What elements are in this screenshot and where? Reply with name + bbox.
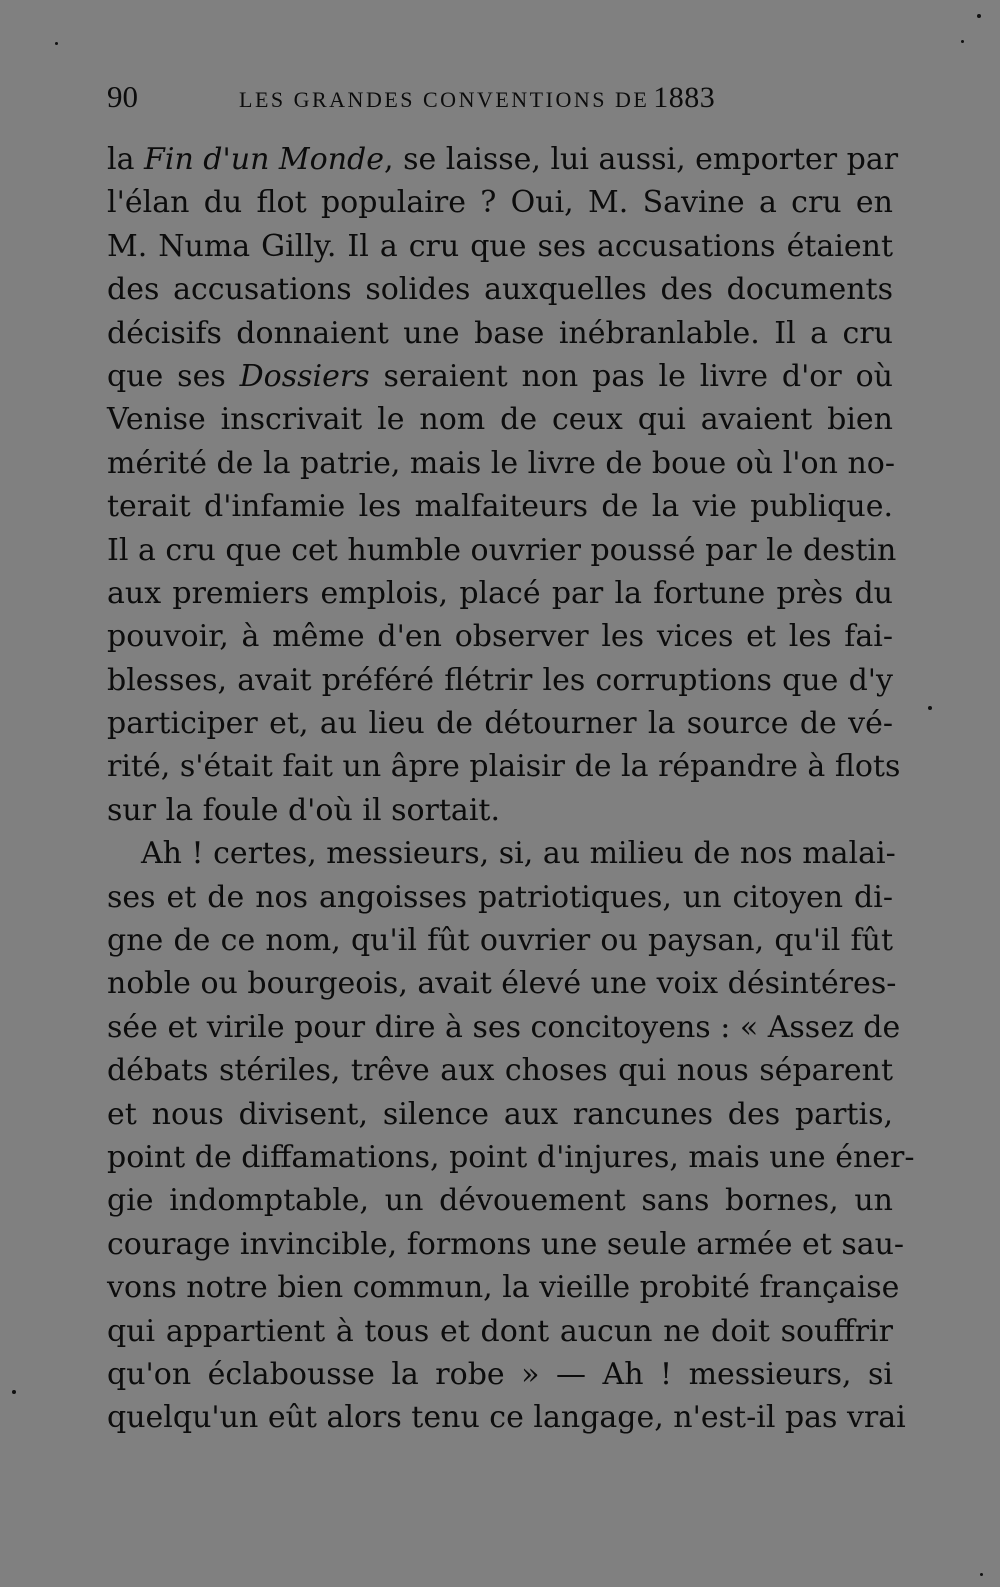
text-run: qui appartient à tous et dont aucun ne doit souffrir [107, 1313, 893, 1349]
scan-speck [928, 706, 932, 710]
text-run: sur la foule d'où il sortait. [107, 792, 501, 828]
text-run: blesses, avait préféré flétrir les corruptions que d'y [107, 662, 893, 698]
text-line [107, 1353, 893, 1396]
running-title [239, 72, 715, 126]
italic-title: Fin d'un Monde [144, 142, 384, 177]
text-line [107, 1093, 893, 1136]
text-run: qu'on éclabousse la robe » — Ah ! messieurs, si [107, 1356, 893, 1392]
text-run: noble ou bourgeois, avait élevé une voix désintéres- [107, 966, 897, 1002]
text-line [107, 138, 899, 181]
text-line [107, 1310, 893, 1353]
text-run: M. Numa Gilly. Il a cru que ses accusations étaient [107, 228, 893, 264]
text-run: Venise inscrivait le nom de ceux qui avaient bien [107, 402, 893, 438]
text-run: vons notre bien commun, la vieille probité française [107, 1270, 900, 1306]
text-run: pouvoir, à même d'en observer les vices et les fai- [107, 619, 893, 655]
text-line [107, 485, 893, 528]
text-line [107, 312, 893, 355]
text-run: gie indomptable, un dévouement sans bornes, un [107, 1183, 893, 1219]
text-line [107, 962, 897, 1005]
text-run: et nous divisent, silence aux rancunes des partis, [107, 1096, 893, 1132]
text-line [107, 1049, 893, 1092]
text-line [107, 659, 893, 702]
text-line [107, 745, 901, 788]
text-line [107, 702, 893, 745]
running-title-year: 1883 [653, 81, 716, 114]
italic-title: Dossiers [239, 358, 370, 394]
scan-speck [980, 1573, 983, 1576]
text-line [107, 1266, 900, 1309]
scan-speck [977, 14, 981, 18]
text-run: l'élan du flot populaire ? Oui, M. Savine a cru en [107, 185, 893, 221]
text-line [107, 615, 893, 658]
text-line [107, 919, 893, 962]
text-line [107, 225, 893, 268]
text-line [107, 1223, 905, 1266]
text-run: sée et virile pour dire à ses concitoyens : « Assez de [107, 1009, 901, 1045]
text-run: mérité de la patrie, mais le livre de boue où l'on no- [107, 445, 895, 481]
text-run: point de diffamations, point d'injures, mais une éner- [107, 1139, 915, 1175]
text-line [107, 181, 893, 224]
scan-speck [55, 42, 58, 45]
text-line [107, 1136, 915, 1179]
text-run: , se laisse, lui aussi, emporter par [384, 142, 899, 177]
running-head [107, 72, 897, 122]
text-run: décisifs donnaient une base inébranlable. Il a cru [107, 315, 893, 351]
page-number: 90 [107, 79, 138, 114]
text-run: la [107, 142, 145, 177]
running-title-text: LES GRANDES CONVENTIONS DE [239, 87, 650, 112]
scan-speck [961, 40, 964, 43]
body-text [107, 138, 915, 1440]
text-run: Il a cru que cet humble ouvrier poussé par le destin [107, 532, 897, 568]
text-line [107, 398, 893, 441]
text-run: seraient non pas le livre d'or où [369, 358, 893, 394]
text-line [107, 1396, 906, 1439]
text-run: terait d'infamie les malfaiteurs de la vie publique. [107, 489, 893, 525]
text-line [107, 355, 893, 398]
text-run: des accusations solides auxquelles des documents [107, 272, 893, 308]
text-line [107, 789, 893, 832]
text-line [107, 832, 896, 875]
text-run: débats stériles, trêve aux choses qui nous séparent [107, 1053, 893, 1089]
text-line [107, 442, 893, 485]
text-run: rité, s'était fait un âpre plaisir de la répandre à flots [107, 749, 901, 785]
text-line [107, 268, 893, 311]
text-line [107, 529, 897, 572]
text-line [107, 876, 893, 919]
text-run: gne de ce nom, qu'il fût ouvrier ou paysan, qu'il fût [107, 923, 893, 959]
text-run: Ah ! certes, messieurs, si, au milieu de nos malai- [141, 836, 896, 872]
text-line [107, 1006, 901, 1049]
scan-speck [12, 1390, 16, 1394]
text-run: courage invincible, formons une seule armée et sau- [107, 1226, 905, 1262]
text-run: ses et de nos angoisses patriotiques, un citoyen di- [107, 879, 893, 915]
text-line [107, 1179, 893, 1222]
text-run: aux premiers emplois, placé par la fortune près du [107, 575, 893, 611]
text-run: quelqu'un eût alors tenu ce langage, n'est-il pas vrai [107, 1400, 906, 1436]
text-run: participer et, au lieu de détourner la source de vé- [107, 706, 893, 742]
text-run: que ses [107, 358, 240, 394]
text-line [107, 572, 893, 615]
